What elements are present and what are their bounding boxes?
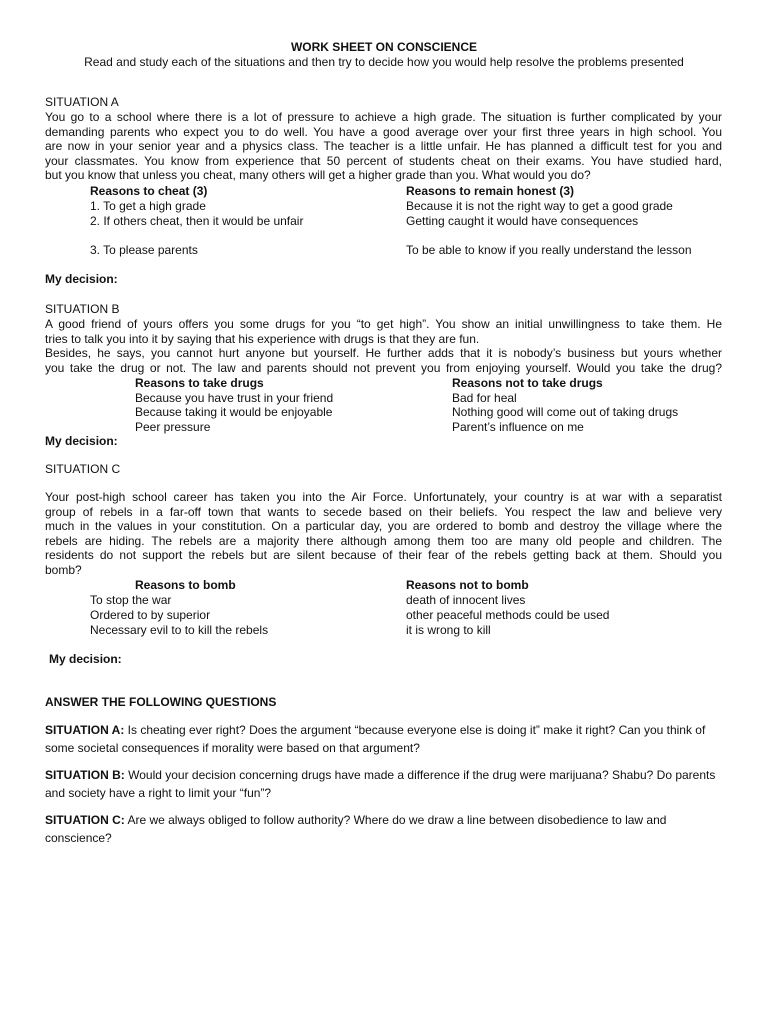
situation-b-right-item: Nothing good will come out of taking drugs — [452, 405, 679, 419]
situation-a-left-item: 3. To please parents — [90, 243, 198, 257]
situation-a-decision: My decision: — [45, 272, 118, 286]
situation-b-left-item: Because you have trust in your friend — [135, 391, 334, 405]
situation-a-heading: SITUATION A — [45, 95, 119, 109]
situation-a-left-item: 1. To get a high grade — [90, 199, 206, 213]
question-b-text: Would your decision concerning drugs have made a difference if the drug were marijuana? Shabu? Do parents and society have a right to limit your “fun”? — [45, 768, 716, 800]
situation-c-line: residents do not support the rebels but are silent because of their fear of the rebels getting back at them. Should you — [45, 548, 722, 563]
question-situation-b — [45, 766, 722, 802]
situation-a-right-item: Because it is not the right way to get a good grade — [406, 199, 673, 213]
situation-a-line: demanding parents who expect you to do well. You have a good average over your first three years in high school. You — [45, 124, 722, 139]
situation-c-decision: My decision: — [49, 652, 122, 666]
situation-b-right-item: Bad for heal — [452, 391, 517, 405]
situation-b-decision: My decision: — [45, 434, 118, 448]
situation-a-left-item: 2. If others cheat, then it would be unfair — [90, 214, 304, 228]
question-a-text: Is cheating ever right? Does the argument “because everyone else is doing it” make it right? Can you think of some societal consequences if morality were based on that argument? — [45, 723, 706, 755]
situation-a-line: but you know that unless you cheat, many others will get a higher grade than you. What would you do? — [45, 168, 591, 183]
situation-a-line: your classmates. You know from experience that 50 percent of students cheat on their exams. You have studied hard, — [45, 153, 722, 168]
question-b-label: SITUATION B: — [45, 768, 125, 782]
situation-b-left-item: Peer pressure — [135, 420, 211, 434]
situation-c-line: much in the values in your constitution. On a particular day, you are ordered to bomb and destroy the village where the — [45, 519, 722, 534]
worksheet-title: WORK SHEET ON CONSCIENCE — [290, 40, 477, 54]
situation-c-left-item: To stop the war — [90, 593, 172, 607]
situation-c-line: Your post-high school career has taken you into the Air Force. Unfortunately, your country is at war with a separatist — [45, 490, 722, 504]
situation-c-right-item: death of innocent lives — [406, 593, 526, 607]
situation-b-left-item: Because taking it would be enjoyable — [135, 405, 333, 419]
situation-b-right-item: Parent’s influence on me — [452, 420, 584, 434]
situation-c-right-item: it is wrong to kill — [406, 623, 491, 637]
situation-c-left-header: Reasons to bomb — [135, 578, 236, 592]
situation-c-right-item: other peaceful methods could be used — [406, 608, 610, 622]
situation-c-text — [45, 490, 722, 578]
situation-c-line: group of rebels in a far-off town that wants to secede based on their beliefs. You respect the law and believe very — [45, 504, 722, 519]
worksheet-instructions: Read and study each of the situations and then try to decide how you would help resolve the problems presented — [84, 55, 684, 69]
situation-a-left-header: Reasons to cheat (3) — [90, 184, 208, 198]
situation-a-right-header: Reasons to remain honest (3) — [406, 184, 575, 198]
situation-c-line: rebels are hiding. The rebels are a majority there although among them too are many old people and children. The — [45, 533, 722, 548]
situation-b-heading: SITUATION B — [45, 302, 120, 316]
situation-b-line: you take the drug or not. The law and parents should not prevent you from enjoying yourself. Would you take the drug? — [45, 360, 722, 375]
situation-a-line: You go to a school where there is a lot of pressure to achieve a high grade. The situation is further complicated by your — [45, 110, 722, 124]
situation-b-line: tries to talk you into it by saying that his experience with drugs is that they are fun. — [45, 331, 480, 346]
question-c-text: Are we always obliged to follow authority? Where do we draw a line between disobedience to law and conscience? — [45, 813, 667, 845]
situation-c-left-item: Necessary evil to to kill the rebels — [90, 623, 269, 637]
situation-c-heading: SITUATION C — [45, 462, 121, 476]
situation-a-line: are now in your senior year and a physics class. The teacher is a little unfair. He has planned a difficult test for you and — [45, 139, 722, 154]
situation-c-left-item: Ordered to by superior — [90, 608, 211, 622]
situation-b-left-header: Reasons to take drugs — [135, 376, 264, 390]
question-a-label: SITUATION A: — [45, 723, 125, 737]
situation-a-text — [45, 110, 722, 183]
situation-a-right-item: To be able to know if you really understand the lesson — [406, 243, 692, 257]
situation-a-right-item: Getting caught it would have consequences — [406, 214, 639, 228]
question-situation-a — [45, 721, 722, 757]
situation-b-text — [45, 317, 722, 375]
questions-heading: ANSWER THE FOLLOWING QUESTIONS — [45, 695, 277, 709]
question-c-label: SITUATION C: — [45, 813, 125, 827]
situation-c-right-header: Reasons not to bomb — [406, 578, 529, 592]
question-situation-c — [45, 811, 722, 847]
situation-c-line: bomb? — [45, 562, 82, 577]
situation-b-right-header: Reasons not to take drugs — [452, 376, 603, 390]
situation-b-line: A good friend of yours offers you some drugs for you “to get high”. You show an initial unwillingness to take them. He — [45, 317, 722, 331]
situation-b-line: Besides, he says, you cannot hurt anyone but yourself. He further adds that it is nobody’s business but yours whether — [45, 346, 722, 361]
